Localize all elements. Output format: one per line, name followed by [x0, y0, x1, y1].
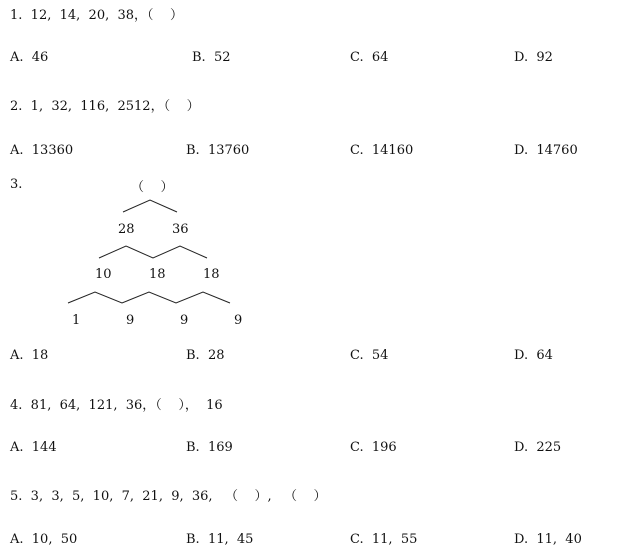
triangle-top-blank: （ ） [131, 180, 174, 195]
triangle-connector-row3 [68, 292, 230, 303]
triangle-row4-item: 9 [234, 313, 243, 328]
question-1-stem: 1. 12, 14, 20, 38，（ ） [10, 8, 184, 23]
triangle-row4-item: 9 [180, 313, 189, 328]
q3-option-c[interactable]: C. 54 [350, 348, 389, 363]
q2-option-d[interactable]: D. 14760 [514, 143, 578, 158]
triangle-row3-item: 10 [95, 267, 112, 282]
q4-option-a[interactable]: A. 144 [10, 440, 57, 455]
q5-option-c[interactable]: C. 11, 55 [350, 532, 418, 547]
triangle-row2-item: 28 [118, 222, 135, 237]
q2-option-b[interactable]: B. 13760 [186, 143, 250, 158]
q4-option-c[interactable]: C. 196 [350, 440, 397, 455]
question-2-stem: 2. 1, 32, 116, 2512，（ ） [10, 99, 200, 114]
q5-option-d[interactable]: D. 11, 40 [514, 532, 582, 547]
triangle-connector-top [123, 200, 177, 212]
question-5-stem: 5. 3, 3, 5, 10, 7, 21, 9, 36, （ ）, （ ） [10, 489, 327, 504]
question-3-stem: 3. [10, 177, 23, 192]
q1-option-c[interactable]: C. 64 [350, 50, 389, 65]
triangle-connector-row2 [99, 246, 207, 258]
triangle-row3-item: 18 [149, 267, 166, 282]
q4-option-b[interactable]: B. 169 [186, 440, 233, 455]
q5-option-b[interactable]: B. 11, 45 [186, 532, 254, 547]
triangle-row3-item: 18 [203, 267, 220, 282]
q3-option-b[interactable]: B. 28 [186, 348, 225, 363]
q1-option-b[interactable]: B. 52 [192, 50, 231, 65]
triangle-row4-item: 9 [126, 313, 135, 328]
q2-option-c[interactable]: C. 14160 [350, 143, 414, 158]
triangle-row4-item: 1 [72, 313, 81, 328]
q3-option-d[interactable]: D. 64 [514, 348, 553, 363]
triangle-row2-item: 36 [172, 222, 189, 237]
q1-option-d[interactable]: D. 92 [514, 50, 553, 65]
q2-option-a[interactable]: A. 13360 [10, 143, 74, 158]
question-4-stem: 4. 81, 64, 121, 36，（ ）， 16 [10, 398, 223, 413]
q4-option-d[interactable]: D. 225 [514, 440, 562, 455]
q1-option-a[interactable]: A. 46 [10, 50, 49, 65]
q3-option-a[interactable]: A. 18 [10, 348, 49, 363]
q5-option-a[interactable]: A. 10, 50 [10, 532, 78, 547]
